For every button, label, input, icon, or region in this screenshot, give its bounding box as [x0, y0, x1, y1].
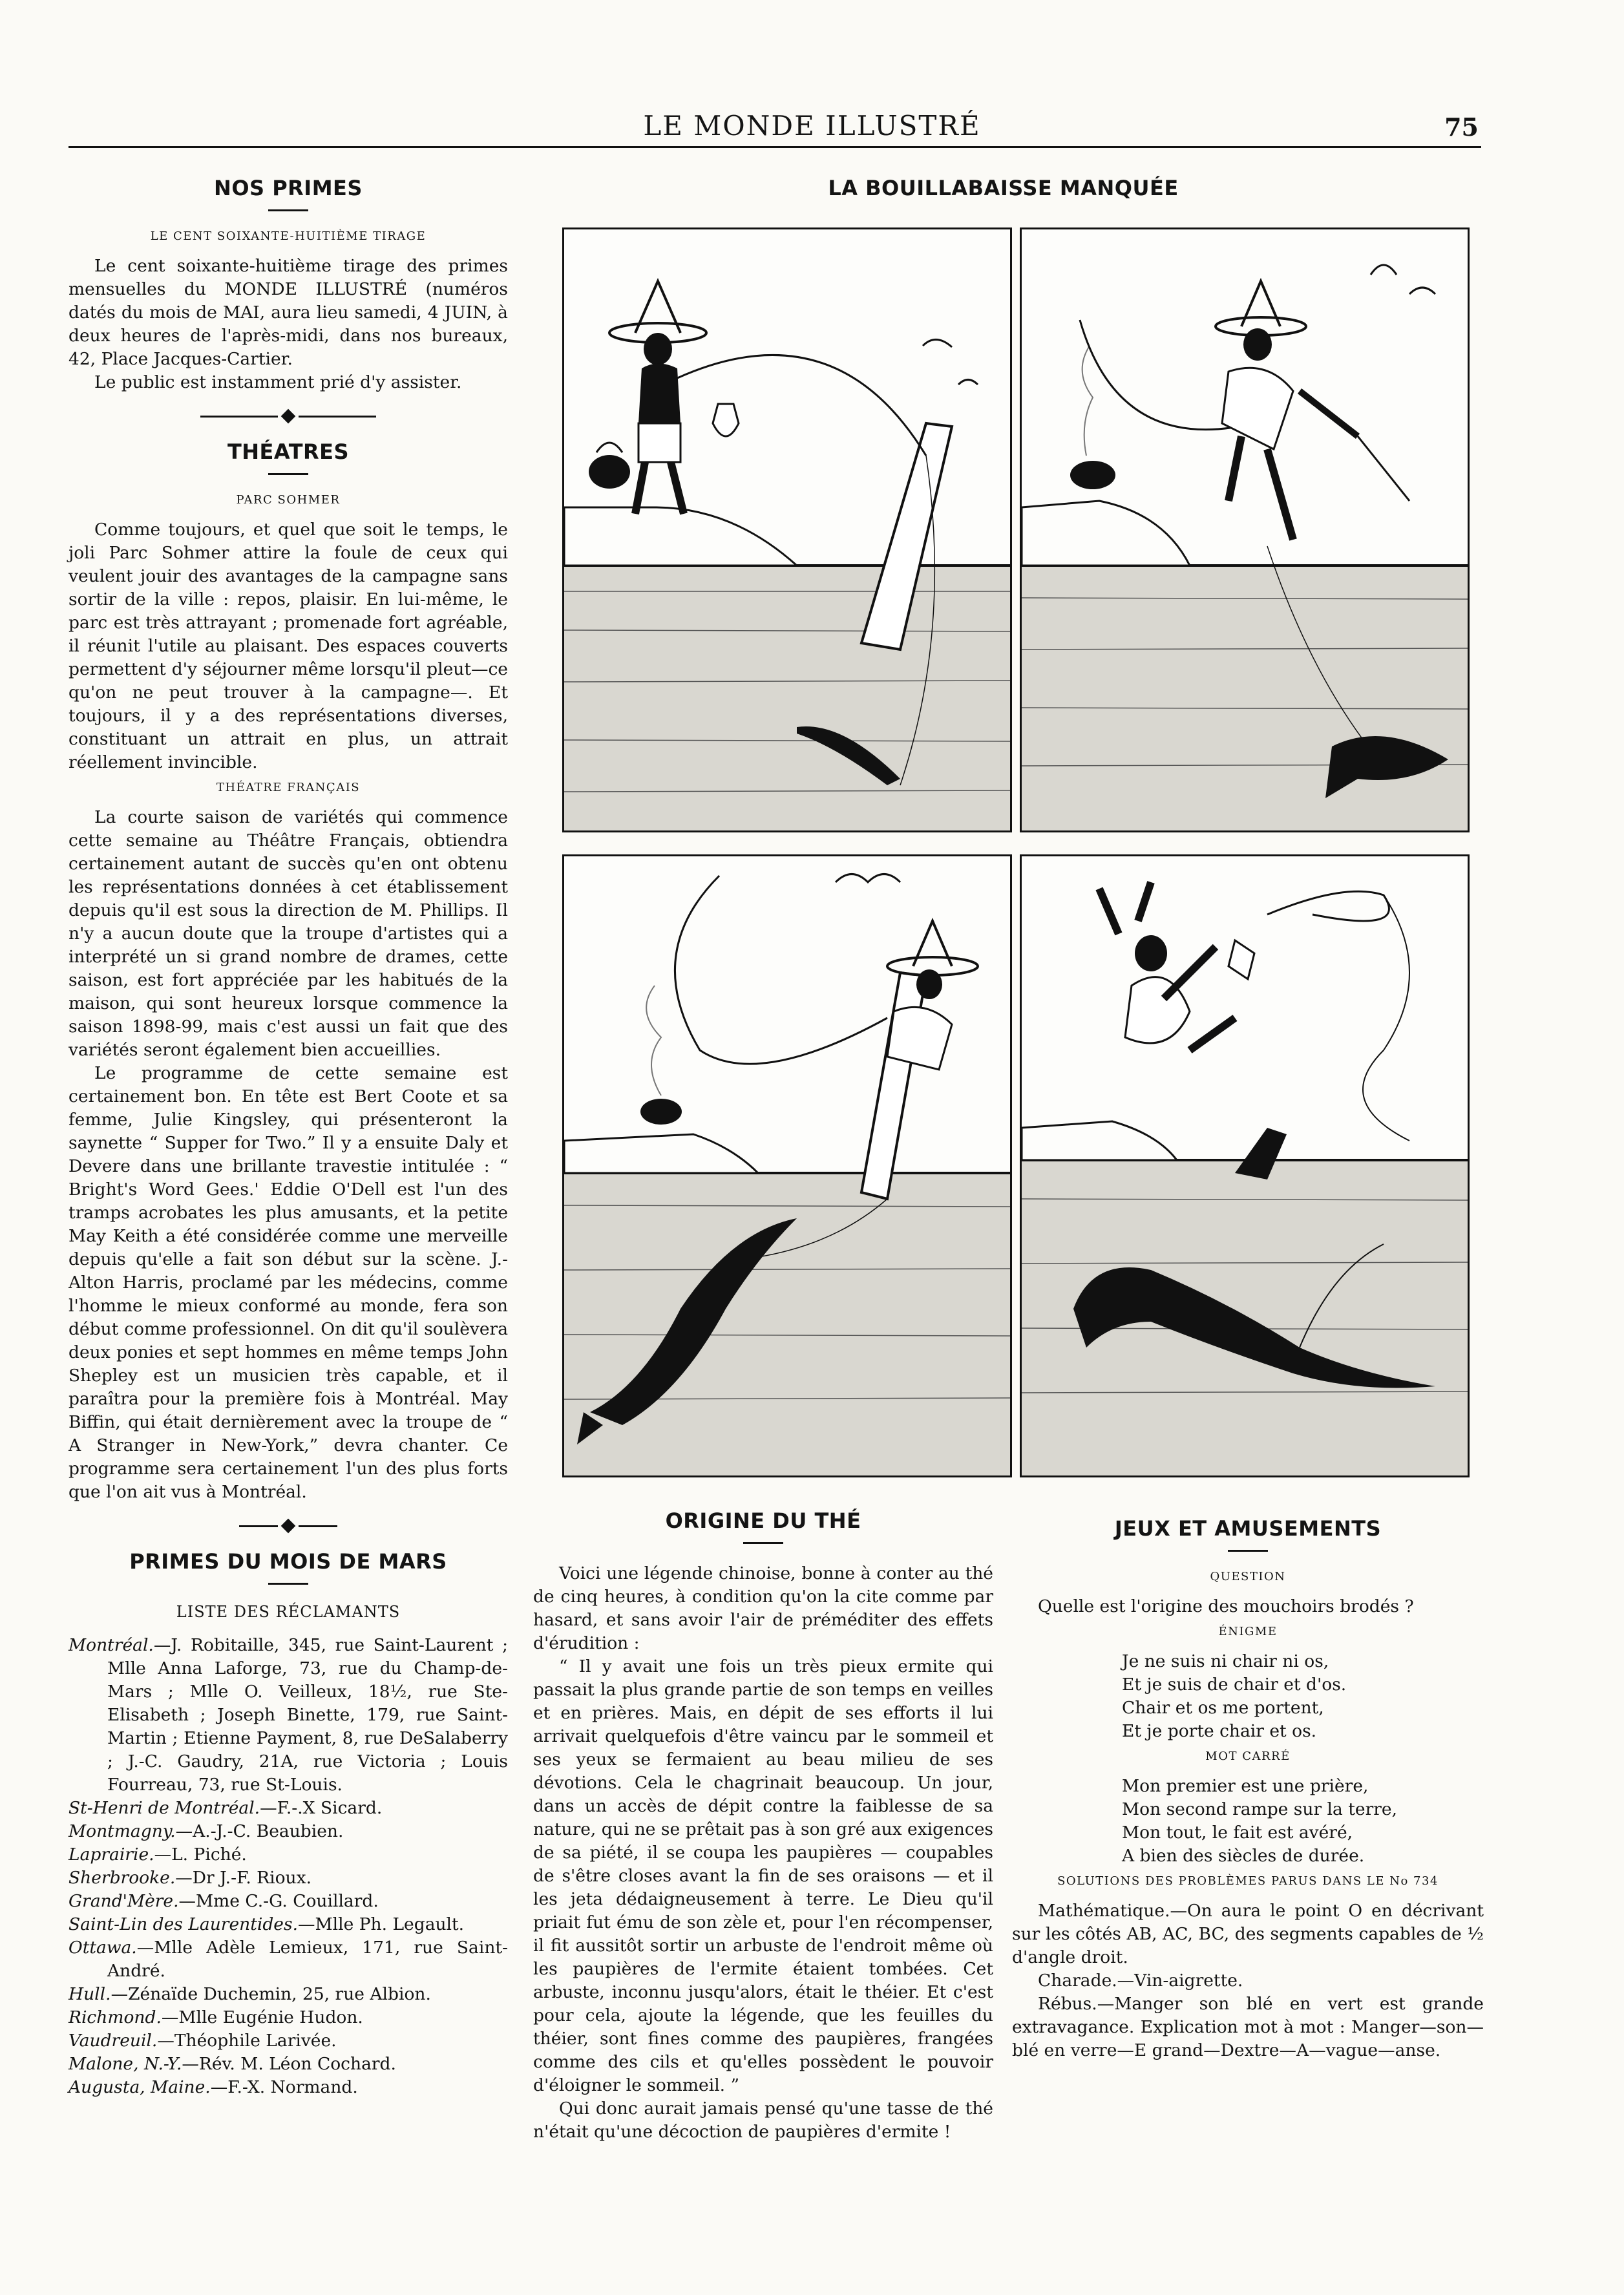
- solutions-label: SOLUTIONS DES PROBLÈMES PARUS DANS LE No 734: [1057, 1874, 1439, 1888]
- ornament-divider: [69, 1521, 508, 1531]
- claimant-entry: [69, 1867, 508, 1890]
- claimant-place: Malone, N.-Y.: [69, 2054, 182, 2074]
- enigme-label: ÉNIGME: [1218, 1625, 1278, 1638]
- theatres-paragraph: La courte saison de variétés qui commence cette semaine au Théâtre Français, obtiendra certainement autant de succès qu'en ont obtenu les représentations données à cet établissement depuis qu'il est sous la direction de M. Phillips. Il n'y a aucun doute que la troupe d'artistes qui a interprété un si grand nombre de drames, cette saison, est fort appréciée par les habitués de la maison, qui sont heureux lorsque commence la saison 1898-99, mais c'est aussi un fait que des variétés seront également bien accueillies.: [69, 807, 508, 1060]
- claimant-entry: [69, 1913, 508, 1936]
- verse-line: A bien des siècles de durée.: [1122, 1846, 1365, 1866]
- claimant-place: Ottawa.: [69, 1938, 137, 1958]
- primes-mars-title: PRIMES DU MOIS DE MARS: [129, 1549, 447, 1574]
- left-column: [69, 176, 508, 2099]
- enigme-verse: [1012, 1650, 1484, 1743]
- claimant-entry: [69, 2006, 508, 2029]
- claimant-place: Grand'Mère.: [69, 1891, 179, 1911]
- mot-carre-label: MOT CARRÉ: [1205, 1750, 1291, 1763]
- comic-panel-2: [1020, 227, 1470, 832]
- claimant-entry: [69, 2053, 508, 2076]
- jeux-title: JEUX ET AMUSEMENTS: [1114, 1516, 1382, 1541]
- origine-paragraph: “ Il y avait une fois un très pieux ermite qui passait la plus grande partie de son temps en veilles et en prières. Mais, en dépit de ses efforts il lui arrivait quelquefois d'être vaincu par le sommeil et ses yeux se fermaient au beau milieu de ses dévotions. Cela le chagrinait beaucoup. Un jour, dans un accès de dépit contre la faiblesse de sa nature, qui ne se prêtait pas à son gré aux exigences de sa piété, il se coupa les paupières — coupables de s'être closes avant la fin de ses oraisons — et il les jeta dédaigneusement à terre. Le Dieu qu'il priait fut ému de son zèle et, pour l'en récompenser, il fit aussitôt sortir un arbuste de l'endroit même où les paupières de l'ermite étaient tombées. Cet arbuste, inconnu jusqu'alors, était le théier. Et c'est pour cela, ajoute la légende, que les feuilles du théier, sont fines comme des paupières, frangées comme des cils et qu'elles possèdent le pouvoir d'éloigner le sommeil. ”: [533, 1656, 993, 2095]
- claimant-place: St-Henri de Montréal.: [69, 1798, 260, 1818]
- origine-section: [533, 1508, 993, 2144]
- claimant-names: —F.-.X Sicard.: [260, 1798, 383, 1818]
- theatres-title: THÉATRES: [227, 439, 350, 464]
- nos-primes-paragraph: Le public est instamment prié d'y assister.: [94, 372, 462, 392]
- claimant-entry: [69, 1983, 508, 2006]
- fish-bites-illustration: [1022, 229, 1468, 830]
- claimant-place: Vaudreuil.: [69, 2031, 158, 2051]
- claimant-names: —F.-X. Normand.: [210, 2077, 358, 2097]
- primes-mars-subtitle: LISTE DES RÉCLAMANTS: [176, 1603, 401, 1621]
- claimant-names: —Zénaïde Duchemin, 25, rue Albion.: [111, 1984, 431, 2004]
- masthead-rule: [69, 146, 1481, 148]
- question-text: Quelle est l'origine des mouchoirs brodés ?: [1038, 1596, 1414, 1616]
- verse-line: Chair et os me portent,: [1122, 1698, 1324, 1718]
- claimant-place: Sherbrooke.: [69, 1868, 176, 1888]
- verse-line: Mon premier est une prière,: [1122, 1776, 1369, 1796]
- nos-primes-subtitle: LE CENT SOIXANTE-HUITIÈME TIRAGE: [150, 229, 427, 243]
- jeux-section: [1012, 1516, 1484, 2062]
- claimant-names: —L. Piché.: [154, 1845, 247, 1865]
- origine-paragraph: Voici une légende chinoise, bonne à conter au thé de cinq heures, à condition qu'on la cite comme par hasard, et sans avoir l'air de préméditer des effets d'érudition :: [533, 1563, 993, 1653]
- solution-paragraph: Rébus.—Manger son blé en vert est grande extravagance. Explication mot à mot : Manger—son—blé en verre—E grand—Dextre—A—vague—anse.: [1012, 1994, 1484, 2060]
- claimant-names: —Mlle Adèle Lemieux, 171, rue Saint-André.: [107, 1938, 508, 1981]
- title-rule: [268, 473, 308, 475]
- comic-panel-3: [562, 854, 1012, 1477]
- theatres-section: [69, 439, 508, 1504]
- primes-mars-section: [69, 1549, 508, 2099]
- mot-carre-verse: [1012, 1775, 1484, 1868]
- verse-line: Et je porte chair et os.: [1122, 1721, 1317, 1741]
- claimant-entry: [69, 1843, 508, 1867]
- claimant-names: —A.-J.-C. Beaubien.: [175, 1821, 344, 1841]
- claimants-list: [69, 1634, 508, 2099]
- page-number: 75: [1444, 112, 1479, 142]
- origine-title: ORIGINE DU THÉ: [665, 1508, 861, 1533]
- theatres-paragraph: Le programme de cette semaine est certainement bon. En tête est Bert Coote et sa femme, Julie Kingsley, qui présenteront la saynette “ Supper for Two.” Il y a ensuite Daly et Devere dans une brillante travestie intitulée : “ Bright's Word Gees.' Eddie O'Dell est l'un des tramps acrobates les plus amusants, et la petite May Keith a été considérée comme une merveille depuis qu'elle a fait son début sur la scène. J.-Alton Harris, proclamé par les médecins, comme l'homme le mieux conformé au monde, fera son début comme professionnel. On dit qu'il soulèvera deux ponies et sept hommes en même temps John Shepley est un musicien très capable, et il paraîtra pour la première fois à Montréal. May Biffin, qui était dernièrement avec la troupe de “ A Stranger in New-York,” devra chanter. Ce programme sera certainement l'un des plus forts que l'on ait vus à Montréal.: [69, 1063, 508, 1502]
- comic-section: [533, 176, 1473, 209]
- claimant-entry: [69, 1936, 508, 1983]
- fish-pulls-illustration: [564, 856, 1010, 1475]
- theatres-subheading: PARC SOHMER: [236, 493, 341, 507]
- title-rule: [743, 1542, 783, 1544]
- verse-line: Et je suis de chair et d'os.: [1122, 1675, 1347, 1695]
- claimant-entry: [69, 1634, 508, 1797]
- origine-paragraph: Qui donc aurait jamais pensé qu'une tasse de thé n'était qu'une décoction de paupières d'ermite !: [533, 2099, 993, 2142]
- solution-paragraph: Mathématique.—On aura le point O en décrivant sur les côtés AB, AC, BC, des segments capables de ½ d'angle droit.: [1012, 1901, 1484, 1967]
- title-rule: [268, 1583, 308, 1585]
- comic-panel-4: [1020, 854, 1470, 1477]
- masthead-title: LE MONDE ILLUSTRÉ: [643, 110, 981, 142]
- claimant-names: —Rév. M. Léon Cochard.: [182, 2054, 396, 2074]
- question-label: QUESTION: [1210, 1570, 1286, 1583]
- claimant-entry: [69, 1890, 508, 1913]
- claimant-names: —Mme C.-G. Couillard.: [178, 1891, 379, 1911]
- claimant-place: Montmagny.: [69, 1821, 176, 1841]
- theatres-subheading: THÉATRE FRANÇAIS: [216, 781, 361, 794]
- claimant-place: Laprairie.: [69, 1845, 154, 1865]
- theatres-paragraph: Comme toujours, et quel que soit le temps, le joli Parc Sohmer attire la foule de ceux qui veulent jouir des avantages de la campagne sans sortir de la ville : repos, plaisir. En lui-même, le parc est très attrayant ; promenade fort agréable, il réunit l'utile au plaisant. Des espaces couverts permettent d'y séjourner même lorsqu'il pleut—ce qu'on ne peut trouver à la campagne—. Et toujours, il y a des représentations diverses, constituant un attrait en plus, un attrait réellement invincible.: [69, 520, 508, 772]
- claimant-entry: [69, 1820, 508, 1843]
- verse-line: Mon tout, le fait est avéré,: [1122, 1823, 1353, 1843]
- solution-paragraph: Charade.—Vin-aigrette.: [1038, 1971, 1243, 1991]
- ornament-divider: [69, 411, 508, 421]
- claimant-names: —Mlle Ph. Legault.: [298, 1914, 465, 1934]
- claimant-place: Saint-Lin des Laurentides.: [69, 1914, 299, 1934]
- title-rule: [1228, 1550, 1268, 1552]
- fisherman-falls-illustration: [1022, 856, 1468, 1475]
- claimant-names: —J. Robitaille, 345, rue Saint-Laurent ; Mlle Anna Laforge, 73, rue du Champ-de-Mars ; Mlle O. Veilleux, 18½, rue Ste-Elisabeth ; Joseph Binette, 179, rue Saint-Martin ; Etienne Payment, 8, rue DeSalaberry ; J.-C. Gaudry, 21A, rue Victoria ; Louis Fourreau, 73, rue St-Louis.: [107, 1635, 508, 1795]
- claimant-entry: [69, 2029, 508, 2053]
- claimant-place: Richmond.: [69, 2007, 162, 2027]
- nos-primes-title: NOS PRIMES: [214, 176, 363, 200]
- verse-line: Je ne suis ni chair ni os,: [1122, 1651, 1329, 1671]
- comic-panel-1: [562, 227, 1012, 832]
- verse-line: Mon second rampe sur la terre,: [1122, 1799, 1398, 1819]
- claimant-entry: [69, 1797, 508, 1820]
- claimant-place: Montréal.: [69, 1635, 154, 1655]
- claimant-names: —Théophile Larivée.: [157, 2031, 337, 2051]
- comic-title: LA BOUILLABAISSE MANQUÉE: [828, 176, 1179, 200]
- claimant-entry: [69, 2076, 508, 2099]
- nos-primes-section: [69, 176, 508, 394]
- claimant-names: —Dr J.-F. Rioux.: [175, 1868, 311, 1888]
- claimant-names: —Mlle Eugénie Hudon.: [161, 2007, 363, 2027]
- claimant-place: Augusta, Maine.: [69, 2077, 211, 2097]
- title-rule: [268, 209, 308, 211]
- fisherman-standing-illustration: [564, 229, 1010, 830]
- claimant-place: Hull.: [69, 1984, 111, 2004]
- nos-primes-paragraph: Le cent soixante-huitième tirage des primes mensuelles du MONDE ILLUSTRÉ (numéros datés du mois de MAI, aura lieu samedi, 4 JUIN, à deux heures de l'après-midi, dans nos bureaux, 42, Place Jacques-Cartier.: [69, 256, 508, 369]
